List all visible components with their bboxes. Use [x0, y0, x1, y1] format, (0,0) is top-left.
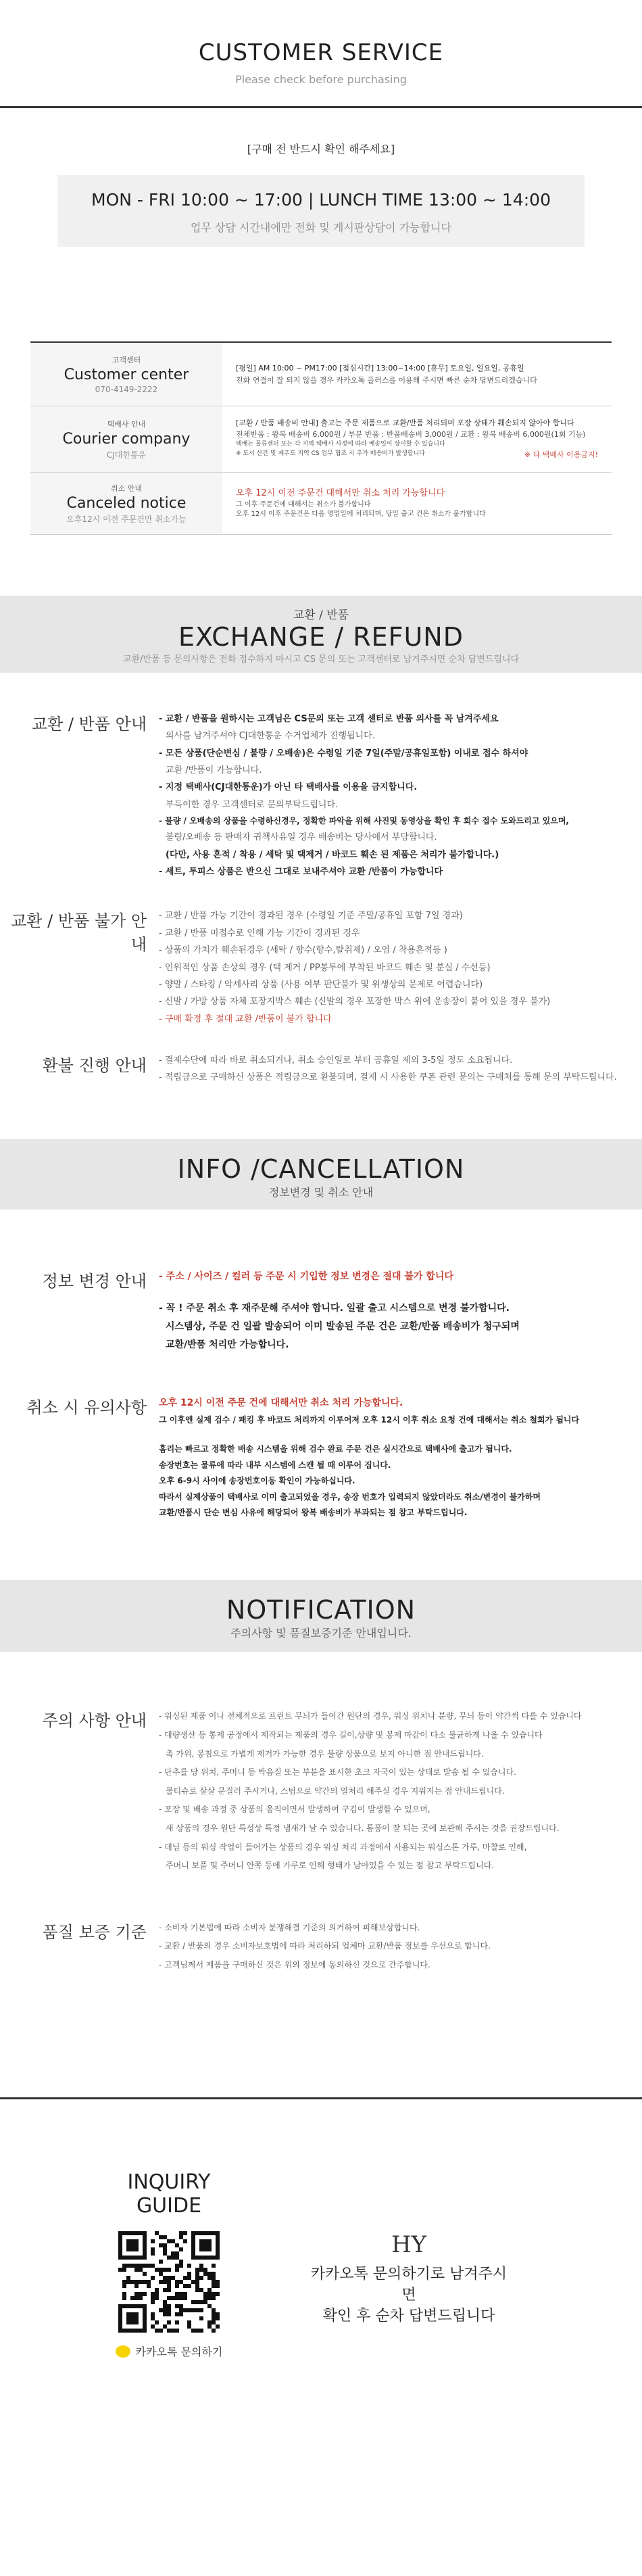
cs-small-label: 고객센터: [112, 356, 141, 364]
cs-phone: 070-4149-2222: [95, 385, 158, 394]
section-line-red: - 구매 확정 후 절대 교환 /반품이 불가 합니다: [159, 1013, 332, 1024]
cs-title: Courier company: [62, 430, 191, 448]
cs-line: 오후 12시 이후 주문건은 다음 영업일에 처리되며, 당일 출고 건은 취소가 불가합니다: [236, 510, 486, 518]
section-body: [159, 1394, 642, 1521]
section-title: 취소 시 유의사항: [26, 1398, 147, 1417]
section-line: 따라서 실제상품이 택배사로 이미 출고되었을 경우, 송장 번호가 입력되지 않았더라도 취소/변경이 불가하며: [159, 1492, 541, 1502]
kakao-inquiry-label: 카카오톡 문의하기: [135, 2345, 223, 2358]
section-line: - 소비자 기본법에 따라 소비자 분쟁해결 기준의 의거하여 피해보상합니다.: [159, 1922, 420, 1932]
cs-row-label: [30, 343, 222, 406]
page-title: CUSTOMER SERVICE: [198, 39, 444, 66]
cs-row-content: [222, 343, 612, 406]
cs-line: 전체반품 : 왕복 배송비 6,000원 / 부분 반품 : 반품배송비 3,000원 / 교환 : 왕복 배송비 6,000원(1회 기능): [236, 429, 586, 439]
section-title: 주의 사항 안내: [42, 1711, 147, 1731]
section-line: 의사를 남겨주셔야 CJ대한통운 수거업체가 진행됩니다.: [166, 731, 375, 742]
cs-line-red: 오후 12시 이전 주문건 대해서만 취소 처리 가능합니다: [236, 488, 445, 499]
cs-row-content: [222, 473, 612, 534]
section-body: [159, 1268, 642, 1355]
section-line: 오후 6-9시 사이에 송장번호이동 확인이 가능하십니다.: [159, 1476, 355, 1486]
section-line: - 세트, 투피스 상품은 반으신 그대로 보내주셔야 교환 /반품이 가능합니다: [159, 867, 443, 878]
page-subtitle: Please check before purchasing: [235, 73, 407, 86]
section-line: - 모든 상품(단순변심 / 불량 / 오배송)은 수령일 기준 7일(주말/공휴일포함) 이내로 접수 하셔야: [159, 748, 528, 759]
cs-row-label: [30, 406, 222, 472]
exchange-band: [0, 596, 642, 673]
courier-warning: ※ 타 택배사 이용금지!: [524, 450, 598, 459]
section-line: 불량/오배송 등 판매자 귀책사유일 경우 배송비는 당사에서 부담합니다.: [166, 832, 437, 843]
section-line: - 신발 / 가방 상품 자체 포장지박스 훼손 (신발의 경우 포장한 박스 위에 운송장이 붙어 있을 경우 불가): [159, 997, 551, 1007]
section-line-red: - 주소 / 사이즈 / 컬러 등 주문 시 기입한 정보 변경은 절대 불가 합니다: [159, 1270, 453, 1282]
cs-line: 그 이후 주문건에 대해서는 취소가 불가합니다: [236, 500, 371, 508]
section-body: [159, 711, 642, 880]
info-change-section: [0, 1268, 642, 1355]
business-hours: MON - FRI 10:00 ~ 17:00 | LUNCH TIME 13:00 ~ 14:00: [91, 190, 551, 210]
cs-info-table: [30, 341, 612, 535]
exchange-unavailable-section: [0, 907, 642, 1027]
business-hours-note: 업무 상담 시간내에만 전화 및 게시판상담이 가능합니다: [190, 221, 451, 234]
section-line: - 적립금으로 구매하신 상품은 적립금으로 환불되며, 결제 시 사용한 쿠폰 관련 문의는 구매처를 통해 문의 부탁드립니다.: [159, 1072, 617, 1083]
section-body: [159, 1919, 642, 1975]
cs-row-label: [30, 473, 222, 534]
cancel-band: [0, 1139, 642, 1210]
cs-row-courier: [30, 406, 612, 473]
kakao-inquiry-button[interactable]: [101, 2343, 237, 2359]
cs-cancel-note: 오후12시 이전 주문건만 취소가능: [66, 514, 187, 524]
kakao-talk-icon: [116, 2345, 130, 2358]
section-line: - 결제수단에 따라 바로 취소되거나, 취소 승인일로 부터 공휴일 제외 3-5일 정도 소요됩니다.: [159, 1055, 513, 1066]
section-line: - 대량생산 등 통제 공정에서 제작되는 제품의 경우 길이,상량 및 봉제 마감이 다소 불균하게 나올 수 있습니다: [159, 1730, 543, 1740]
notification-band: [0, 1580, 642, 1652]
section-line: - 지정 택배사(CJ대한통운)가 아닌 타 택배사를 이용을 금지합니다.: [159, 782, 418, 793]
section-line: 홈리는 빠르고 정확한 배송 시스템을 위해 검수 완료 주문 건은 실시간으로 택배사에 출고가 됩니다.: [159, 1444, 512, 1454]
section-line: - 교환 / 반품의 경우 소비자보호법에 따라 처리하되 업체마 교환/반품 정보를 우선으로 합니다.: [159, 1941, 491, 1951]
cs-line: ※ 도서 산간 및 제주도 지역 CS 업무 협조 시 추가 배송비가 발생합니다: [236, 450, 425, 457]
cs-row-customer-center: [30, 343, 612, 406]
page-header: [0, 0, 642, 108]
section-line: - 고객님께서 제품을 구매하신 것은 위의 정보에 동의하신 것으로 간주합니다.: [159, 1959, 430, 1970]
inquiry-message-line: 카카오톡 문의하기로 남겨주시면: [310, 2266, 508, 2304]
section-line: 송장번호는 물류에 따라 내부 시스템에 스캔 될 때 이루어 집니다.: [159, 1460, 391, 1470]
cs-line: [교환 / 반품 배송비 안내] 출고는 주문 제품으로 교환/반품 처리되며 포장 상태가 훼손되지 않아야 합니다: [236, 419, 574, 427]
notice-label: [구매 전 반드시 확인 해주세요]: [247, 143, 395, 156]
section-line: - 워싱된 제품 이나 전체적으로 프린트 무늬가 들어간 원단의 경우, 워싱 위치나 분량, 무늬 등이 약간씩 다를 수 있습니다: [159, 1711, 582, 1721]
notification-subtitle: 주의사항 및 품질보증기준 안내입니다.: [230, 1627, 412, 1640]
exchange-kicker: 교환 / 반품: [293, 609, 349, 622]
section-line: 시스템상, 주문 건 일괄 발송되어 이미 발송된 주문 건은 교환/반품 배송비가 청구되며: [166, 1321, 520, 1333]
section-line: 부득이한 경우 고객센터로 문의부탁드립니다.: [166, 799, 339, 810]
section-line: - 불량 / 오배송의 상품을 수령하신경우, 정확한 파악을 위해 사진및 동영상을 확인 후 회수 접수 도와드리고 있으며,: [159, 816, 569, 826]
section-line: (다만, 사용 흔적 / 착용 / 세탁 및 택제거 / 바코드 훼손 된 제품은 처리가 불가합니다.): [166, 849, 499, 860]
exchange-guide-section: [0, 711, 642, 880]
section-title: 교환 / 반품 불가 안내: [11, 911, 147, 955]
exchange-title: EXCHANGE / REFUND: [178, 622, 464, 652]
section-line: 물티슈로 살살 문질러 주시거나, 스팀으로 약간의 열처리 해주실 경우 지워지는 점 안내드립니다.: [166, 1786, 505, 1796]
section-line: - 교환 / 반품 미접수로 인해 가능 기간이 경과된 경우: [159, 928, 360, 938]
section-body: [159, 1707, 642, 1875]
section-line: - 교환 / 반품을 원하시는 고객님은 CS문의 또는 고객 센터로 반품 의사를 꼭 남겨주세요: [159, 714, 499, 724]
section-line: - 꼭 ! 주문 취소 후 재주문해 주셔야 합니다. 일괄 출고 시스템으로 변경 불가합니다.: [159, 1302, 510, 1314]
section-title: 환불 진행 안내: [42, 1055, 147, 1075]
qr-code-icon: [118, 2231, 220, 2333]
business-hours-box: [57, 175, 585, 247]
section-line: 새 상품의 경우 원단 특성상 특정 냄새가 날 수 있습니다. 통풍이 잘 되는 곳에 보관해 주시는 것을 권장드립니다.: [166, 1823, 560, 1833]
cs-courier-name: CJ대한통운: [106, 450, 147, 460]
inquiry-title: INQUIRY GUIDE: [127, 2170, 211, 2218]
section-title: 품질 보증 기준: [42, 1922, 147, 1942]
inquiry-block: [101, 2170, 237, 2359]
exchange-subtitle: 교환/반품 등 문의사항은 전화 접수하지 마시고 CS 문의 또는 고객센터로 남겨주시면 순차 답변드립니다: [122, 654, 520, 665]
section-line: 주머니 보풀 및 주머니 안쪽 등에 가루로 인해 형태가 남아있을 수 있는 점 참고 부탁드립니다.: [166, 1861, 495, 1871]
section-line: 교환/반품 처리만 가능합니다.: [166, 1339, 289, 1351]
section-line: - 단추를 당 위치, 주머니 등 박음질 또는 부분을 표시한 초크 자국이 있는 상태로 발송 될 수 있습니다.: [159, 1767, 516, 1778]
section-line: 교환/반품시 단순 변심 사유에 해당되어 왕복 배송비가 부과되는 점 참고 부탁드립니다.: [159, 1508, 468, 1518]
inquiry-message-line: 확인 후 순차 답변드립니다: [322, 2308, 495, 2324]
section-body: [159, 907, 642, 1027]
section-title: 교환 / 반품 안내: [31, 715, 147, 734]
cancel-notice-section: [0, 1394, 642, 1521]
cs-title: Customer center: [64, 366, 189, 383]
cs-row-cancel: [30, 473, 612, 535]
section-line: 교환 /반품이 가능합니다.: [166, 765, 262, 776]
refund-section: [0, 1052, 642, 1087]
quality-section: [0, 1919, 642, 1975]
cs-title: Canceled notice: [66, 494, 187, 512]
inquiry-message: [307, 2231, 510, 2325]
cs-small-label: 취소 안내: [110, 483, 142, 493]
section-line: 그 이후엔 실제 검수 / 패킹 후 바코드 처리까지 이루어져 오후 12시 이후 취소 요청 건에 대해서는 취소 철회가 됩니다: [159, 1415, 580, 1425]
cs-line: 택배는 물류센터 또는 각 지역 택배사 사정에 따라 배송일이 상이할 수 있습니다: [236, 441, 445, 448]
section-line: - 포장 및 배송 과정 중 상품의 움직이면서 발생하여 구김이 발생할 수 있으며,: [159, 1805, 430, 1815]
cs-row-content: [222, 406, 612, 472]
cs-line: [평일] AM 10:00 ~ PM17:00 [점심시간] 13:00~14:00 [휴무] 토요일, 일요일, 공휴일: [236, 363, 524, 373]
section-title: 정보 변경 안내: [42, 1271, 147, 1291]
section-body: [159, 1052, 642, 1087]
qr-code[interactable]: [118, 2231, 220, 2335]
section-line-red: 오후 12시 이전 주문 건에 대해서만 취소 처리 가능합니다.: [159, 1397, 403, 1408]
caution-section: [0, 1707, 642, 1875]
section-line: - 인위적인 상품 손상의 경우 (택 제거 / PP봉투에 부착된 바코드 훼손 및 분실 / 수선등): [159, 962, 491, 973]
cs-small-label: 택배사 안내: [107, 419, 146, 429]
cs-line: 전화 연결이 잘 되지 않을 경우 카카오톡 플러스를 이용해 주시면 빠른 순차 답변드리겠습니다: [236, 375, 537, 385]
cancel-title: INFO /CANCELLATION: [177, 1153, 465, 1184]
inquiry-divider: [0, 2097, 642, 2099]
cancel-subtitle: 정보변경 및 취소 안내: [268, 1185, 374, 1199]
brand-logo: HY: [391, 2231, 427, 2258]
section-line: - 데님 등의 워싱 작업이 들어가는 상품의 경우 워싱 처리 과정에서 사용되는 워싱스톤 가루, 마찰로 인해,: [159, 1842, 527, 1852]
notification-title: NOTIFICATION: [226, 1595, 416, 1625]
section-line: - 상품의 가치가 훼손된경우 (세탁 / 향수(향수,탈취제) / 오염 / 착용흔적등 ): [159, 945, 447, 956]
section-line: - 교환 / 반품 가능 기간이 경과된 경우 (수령일 기준 주말/공휴일 포함 7일 경과): [159, 911, 463, 922]
section-line: - 양말 / 스타킹 / 악세사리 상품 (사용 여부 판단불가 및 위생상의 문제로 어렵습니다): [159, 979, 483, 990]
section-line: 촉 가위, 봉침으로 가볍게 제거가 가능한 경우 불량 상품으로 보지 아니한 점 안내드립니다.: [166, 1748, 484, 1759]
